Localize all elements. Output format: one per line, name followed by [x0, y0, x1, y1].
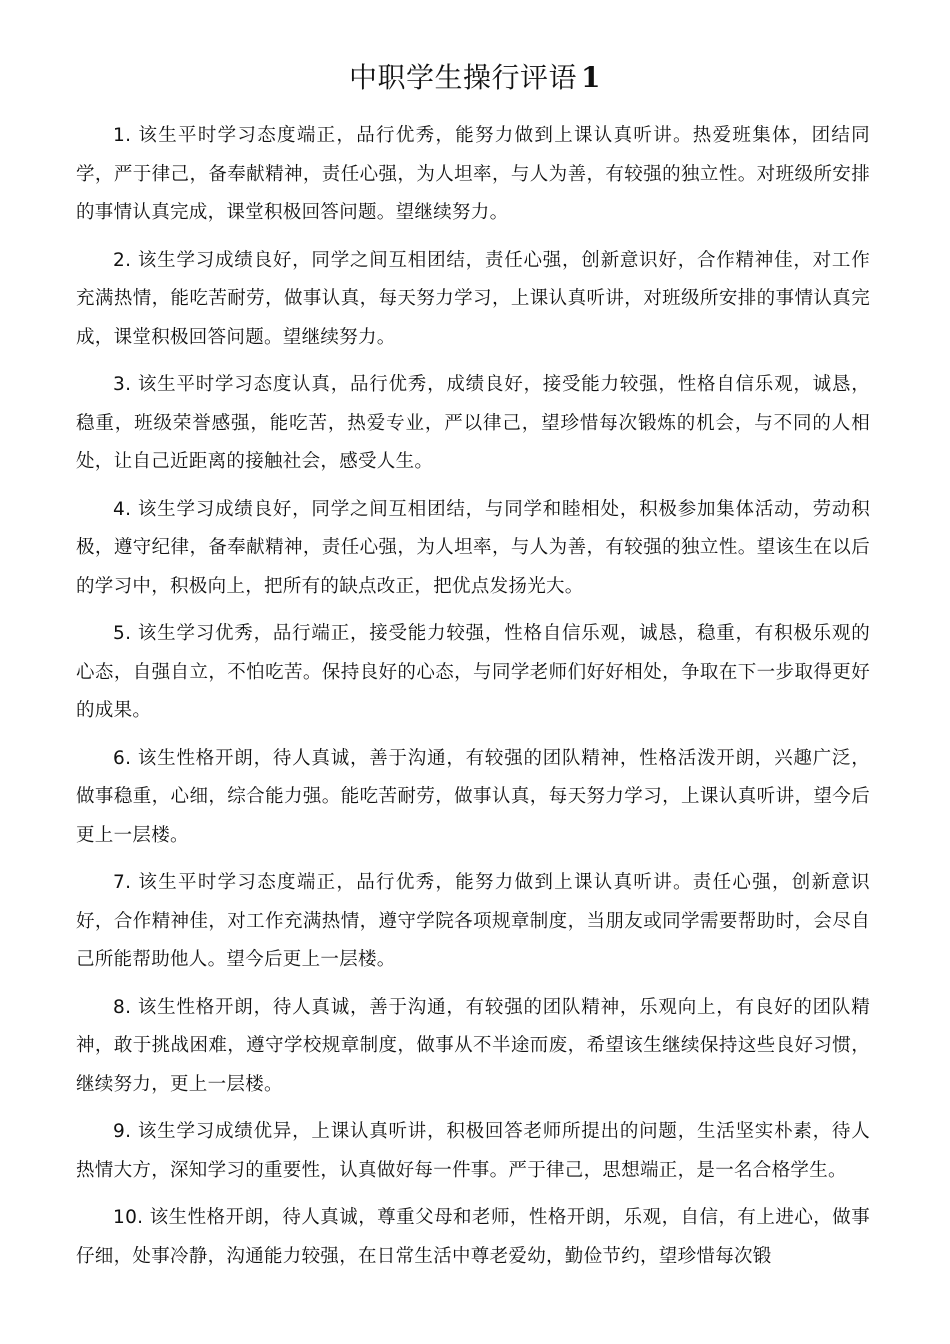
comment-paragraph-1: 1. 该生平时学习态度端正，品行优秀，能努力做到上课认真听讲。热爱班集体，团结同学，严于律己，备奉献精神，责任心强，为人坦率，与人为善，有较强的独立性。对班级所安排的事情认真完成，课堂积极回答问题。望继续努力。 [76, 125, 870, 223]
comment-paragraph-5: 5. 该生学习优秀，品行端正，接受能力较强，性格自信乐观，诚恳，稳重，有积极乐观的心态，自强自立，不怕吃苦。保持良好的心态，与同学老师们好好相处，争取在下一步取得更好的成果。 [76, 623, 870, 721]
page-title [0, 58, 950, 98]
comment-paragraph-4: 4. 该生学习成绩良好，同学之间互相团结，与同学和睦相处，积极参加集体活动，劳动积极，遵守纪律，备奉献精神，责任心强，为人坦率，与人为善，有较强的独立性。望该生在以后的学习中，积极向上，把所有的缺点改正，把优点发扬光大。 [76, 498, 870, 597]
comment-paragraph-10: 10. 该生性格开朗，待人真诚，尊重父母和老师，性格开朗，乐观，自信，有上进心，做事仔细，处事冷静，沟通能力较强，在日常生活中尊老爱幼，勤俭节约，望珍惜每次锻 [76, 1207, 870, 1267]
title-text: 中职学生操行评语 [349, 61, 578, 94]
comment-paragraph-3: 3. 该生平时学习态度认真，品行优秀，成绩良好，接受能力较强，性格自信乐观，诚恳，稳重，班级荣誉感强，能吃苦，热爱专业，严以律己，望珍惜每次锻炼的机会，与不同的人相处，让自己近距离的接触社会，感受人生。 [76, 374, 870, 472]
comment-paragraph-2: 2. 该生学习成绩良好，同学之间互相团结，责任心强，创新意识好，合作精神佳，对工作充满热情，能吃苦耐劳，做事认真，每天努力学习，上课认真听讲，对班级所安排的事情认真完成，课堂积极回答问题。望继续努力。 [76, 249, 870, 348]
comment-paragraph-8: 8. 该生性格开朗，待人真诚，善于沟通，有较强的团队精神，乐观向上，有良好的团队精神，敢于挑战困难，遵守学校规章制度，做事从不半途而废，希望该生继续保持这些良好习惯，继续努力，更上一层楼。 [76, 996, 870, 1095]
title-number: 1 [581, 61, 601, 94]
comment-paragraph-7: 7. 该生平时学习态度端正，品行优秀，能努力做到上课认真听讲。责任心强，创新意识好，合作精神佳，对工作充满热情，遵守学院各项规章制度，当朋友或同学需要帮助时，会尽自己所能帮助他人。望今后更上一层楼。 [76, 872, 870, 970]
comment-paragraph-6: 6. 该生性格开朗，待人真诚，善于沟通，有较强的团队精神，性格活泼开朗，兴趣广泛，做事稳重，心细，综合能力强。能吃苦耐劳，做事认真，每天努力学习，上课认真听讲，望今后更上一层楼。 [76, 747, 870, 846]
comment-paragraph-9: 9. 该生学习成绩优异，上课认真听讲，积极回答老师所提出的问题，生活坚实朴素，待人热情大方，深知学习的重要性，认真做好每一件事。严于律己，思想端正，是一名合格学生。 [76, 1121, 870, 1181]
document-body [76, 117, 870, 1285]
